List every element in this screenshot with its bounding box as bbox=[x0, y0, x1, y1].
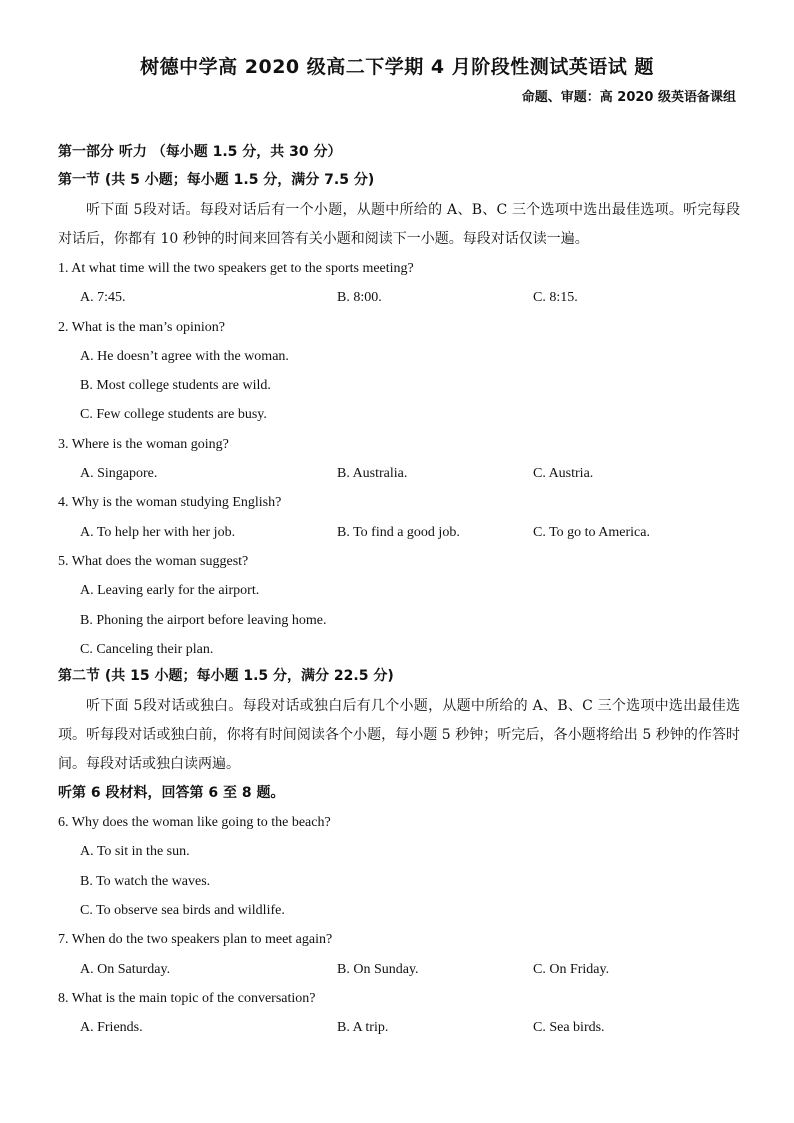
options-row bbox=[58, 518, 740, 547]
option-a[interactable]: A. To help her with her job. bbox=[80, 524, 236, 540]
group-heading: 听第 6 段材料，回答第 6 至 8 题。 bbox=[58, 785, 285, 802]
option-a[interactable]: A. Singapore. bbox=[80, 466, 158, 482]
part-heading: 第一部分 听力 （每小题 1.5 分，共 30 分） bbox=[58, 144, 342, 160]
option-c[interactable]: C. Canceling their plan. bbox=[80, 641, 214, 657]
instructions: 听下面 5段对话。每段对话后有一个小题，从题中所给的 A、B、C 三个选项中选出最佳选项。听完每段对话后，你都有 10 秒钟的时间来回答有关小题和阅读下一小题。每段对话仅读一遍。 bbox=[58, 202, 740, 247]
options-row bbox=[58, 283, 740, 312]
option-b[interactable]: B. To watch the waves. bbox=[80, 873, 211, 889]
options-row bbox=[58, 459, 740, 488]
option-a[interactable]: A. On Saturday. bbox=[80, 961, 171, 977]
question-stem: 8. What is the main topic of the conversation? bbox=[58, 990, 316, 1006]
option-a[interactable]: A. Leaving early for the airport. bbox=[80, 583, 260, 599]
options-row bbox=[58, 955, 740, 984]
section-heading: 第二节 (共 15 小题；每小题 1.5 分，满分 22.5 分) bbox=[58, 668, 394, 685]
option-b[interactable]: B. Phoning the airport before leaving home. bbox=[80, 612, 327, 628]
option-b[interactable]: B. 8:00. bbox=[337, 290, 382, 306]
option-a[interactable]: A. To sit in the sun. bbox=[80, 844, 190, 860]
question-stem: 7. When do the two speakers plan to meet again? bbox=[58, 932, 333, 948]
question-stem: 3. Where is the woman going? bbox=[58, 436, 229, 452]
option-c[interactable]: C. To go to America. bbox=[533, 524, 650, 540]
option-c[interactable]: C. Austria. bbox=[533, 466, 594, 482]
option-b[interactable]: B. To find a good job. bbox=[337, 524, 460, 540]
option-c[interactable]: C. To observe sea birds and wildlife. bbox=[80, 903, 285, 919]
option-a[interactable]: A. He doesn’t agree with the woman. bbox=[80, 348, 289, 364]
instructions: 听下面 5段对话或独白。每段对话或独白后有几个小题，从题中所给的 A、B、C 三个选项中选出最佳选项。听每段对话或独白前，你将有时间阅读各个小题，每小题 5 秒钟；听完后，各小题将给出 5 秒钟的作答时间。每段对话或独白读两遍。 bbox=[58, 698, 740, 773]
option-c[interactable]: C. Few college students are busy. bbox=[80, 407, 267, 423]
option-b[interactable]: B. Australia. bbox=[337, 466, 408, 482]
option-a[interactable]: A. 7:45. bbox=[80, 290, 126, 306]
question-stem: 5. What does the woman suggest? bbox=[58, 553, 249, 569]
exam-title: 树德中学高 2020 级高二下学期 4 月阶段性测试英语试 题 bbox=[140, 56, 654, 78]
option-b[interactable]: B. On Sunday. bbox=[337, 961, 419, 977]
option-c[interactable]: C. 8:15. bbox=[533, 290, 578, 306]
question-stem: 2. What is the man’s opinion? bbox=[58, 319, 225, 335]
option-c[interactable]: C. On Friday. bbox=[533, 961, 610, 977]
option-c[interactable]: C. Sea birds. bbox=[533, 1020, 605, 1036]
exam-content bbox=[58, 140, 740, 1043]
option-a[interactable]: A. Friends. bbox=[80, 1020, 143, 1036]
question-stem: 4. Why is the woman studying English? bbox=[58, 495, 282, 511]
options-row bbox=[58, 1013, 740, 1042]
section-heading: 第一节 (共 5 小题；每小题 1.5 分，满分 7.5 分) bbox=[58, 172, 375, 188]
question-stem: 1. At what time will the two speakers get to the sports meeting? bbox=[58, 261, 414, 276]
exam-subtitle: 命题、审题：高 2020 级英语备课组 bbox=[521, 90, 736, 105]
question-stem: 6. Why does the woman like going to the beach? bbox=[58, 815, 331, 831]
option-b[interactable]: B. A trip. bbox=[337, 1020, 389, 1036]
option-b[interactable]: B. Most college students are wild. bbox=[80, 378, 271, 394]
